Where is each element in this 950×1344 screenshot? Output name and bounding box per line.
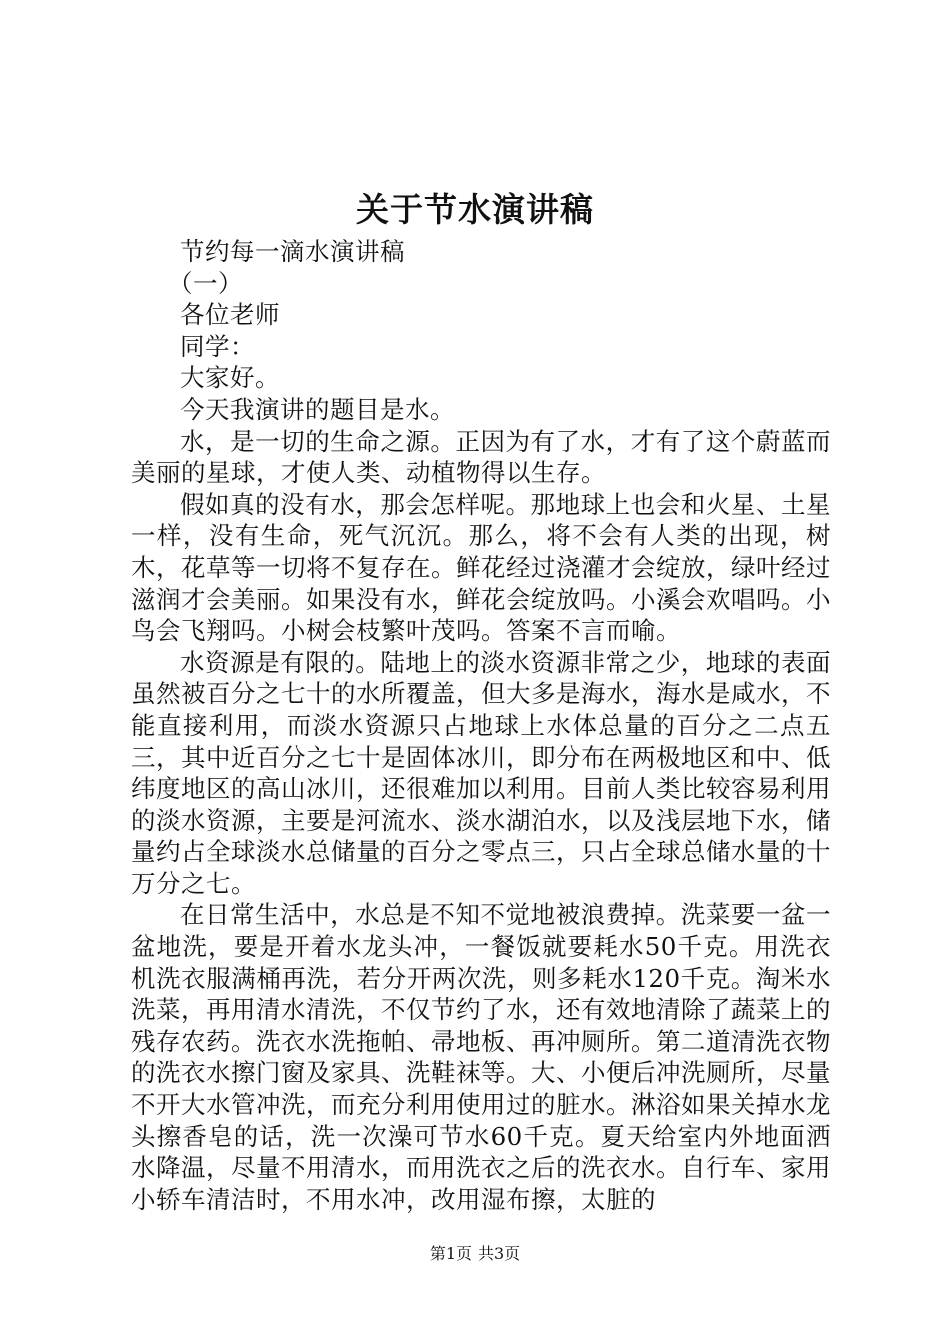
paragraph-source-of-life: 水，是一切的生命之源。正因为有了水，才有了这个蔚蓝而美丽的星球，才使人类、动植物得以生存。 <box>131 426 831 488</box>
greeting-line-teachers: 各位老师 <box>180 300 280 330</box>
page-footer <box>0 1243 950 1265</box>
document-title: 关于节水演讲稿 <box>356 190 594 229</box>
page-number: 第1页 <box>429 1244 472 1263</box>
subtitle-line: 节约每一滴水演讲稿 <box>180 237 405 266</box>
document-body <box>131 236 831 1215</box>
paragraph-limited-resources: 水资源是有限的。陆地上的淡水资源非常之少，地球的表面虽然被百分之七十的水所覆盖，但大多是海水，海水是咸水，不能直接利用，而淡水资源只占地球上水体总量的百分之二点五三，其中近百分之七十是固体冰川，即分布在两极地区和中、低纬度地区的高山冰川，还很难加以利用。目前人类比较容易利用的淡水资源，主要是河流水、淡水湖泊水，以及浅层地下水，储量约占全球淡水总储量的百分之零点三，只占全球总储水量的十万分之七。 <box>131 647 831 898</box>
page-total: 共3页 <box>478 1244 521 1263</box>
paragraph-without-water: 假如真的没有水，那会怎样呢。那地球上也会和火星、土星一样，没有生命，死气沉沉。那么，将不会有人类的出现，树木，花草等一切将不复存在。鲜花经过浇灌才会绽放，绿叶经过滋润才会美丽。如果没有水，鲜花会绽放吗。小溪会欢唱吗。小鸟会飞翔吗。小树会枝繁叶茂吗。答案不言而喻。 <box>131 489 831 646</box>
section-number-line: （一） <box>168 268 243 298</box>
greeting-line-hello: 大家好。 <box>180 363 280 393</box>
paragraph-daily-waste: 在日常生活中，水总是不知不觉地被浪费掉。洗菜要一盆一盆地洗，要是开着水龙头冲，一餐饭就要耗水50千克。用洗衣机洗衣服满桶再洗，若分开两次洗，则多耗水120千克。淘米水洗菜，再用清水清洗，不仅节约了水，还有效地清除了蔬菜上的残存农药。洗衣水洗拖帕、帚地板、再冲厕所。第二道清洗衣物的洗衣水擦门窗及家具、洗鞋袜等。大、小便后冲洗厕所，尽量不开大水管冲洗，而充分利用使用过的脏水。淋浴如果关掉水龙头擦香皂的话，洗一次澡可节水60千克。夏天给室内外地面洒水降温，尽量不用清水，而用洗衣之后的洗衣水。自行车、家用小轿车清洁时，不用水冲，改用湿布擦，太脏的 <box>131 900 831 1214</box>
greeting-line-students: 同学： <box>180 331 255 361</box>
topic-line: 今天我演讲的题目是水。 <box>180 394 455 424</box>
